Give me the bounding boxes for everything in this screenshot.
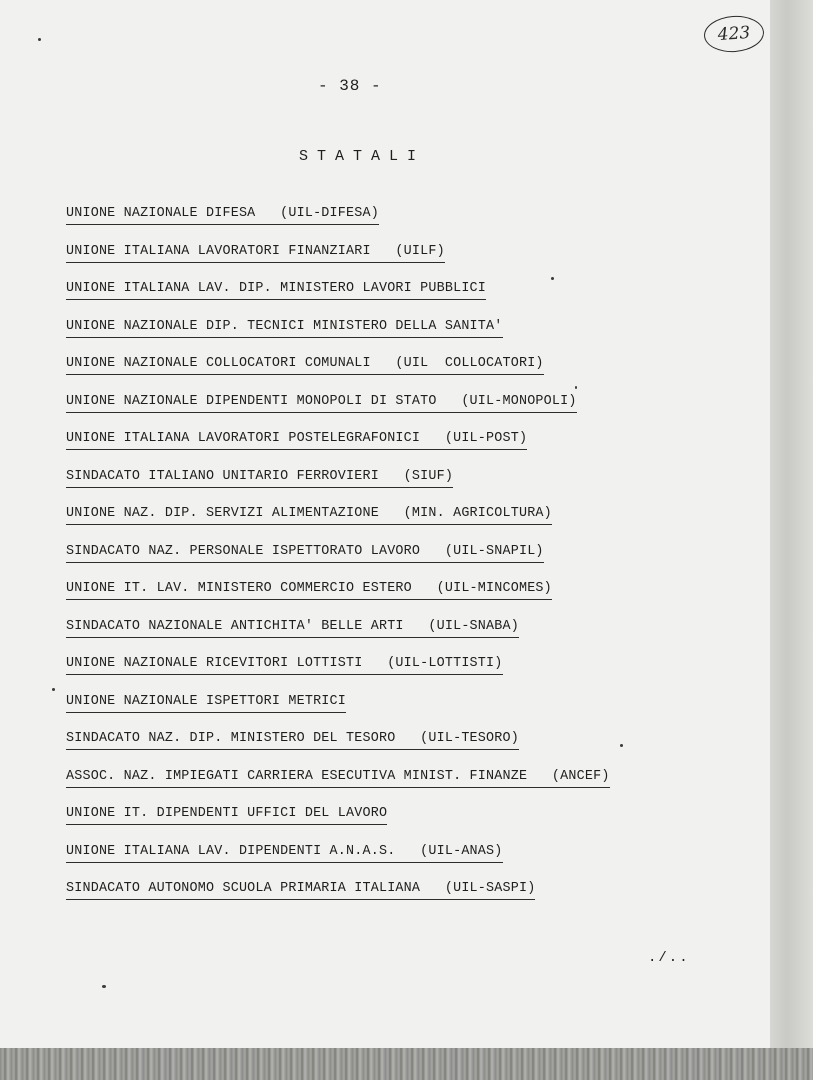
- scan-right-edge: [770, 0, 813, 1080]
- union-list: [66, 205, 610, 918]
- list-item: [66, 430, 610, 468]
- union-entry: UNIONE NAZ. DIP. SERVIZI ALIMENTAZIONE (MIN. AGRICOLTURA): [66, 505, 552, 525]
- ink-speck: [102, 985, 106, 988]
- list-item: [66, 843, 610, 881]
- union-entry: UNIONE NAZIONALE RICEVITORI LOTTISTI (UIL-LOTTISTI): [66, 655, 503, 675]
- union-entry: SINDACATO AUTONOMO SCUOLA PRIMARIA ITALIANA (UIL-SASPI): [66, 880, 535, 900]
- list-item: [66, 693, 610, 731]
- union-entry: UNIONE NAZIONALE COLLOCATORI COMUNALI (UIL COLLOCATORI): [66, 355, 544, 375]
- page-number: - 38 -: [318, 77, 382, 95]
- union-entry: SINDACATO NAZ. PERSONALE ISPETTORATO LAVORO (UIL-SNAPIL): [66, 543, 544, 563]
- list-item: [66, 805, 610, 843]
- list-item: [66, 505, 610, 543]
- list-item: [66, 205, 610, 243]
- section-title: STATALI: [299, 148, 426, 165]
- ink-speck: [551, 277, 554, 280]
- list-item: [66, 243, 610, 281]
- list-item: [66, 730, 610, 768]
- ink-speck: [620, 744, 623, 747]
- list-item: [66, 543, 610, 581]
- union-entry: UNIONE NAZIONALE DIFESA (UIL-DIFESA): [66, 205, 379, 225]
- union-entry: SINDACATO NAZ. DIP. MINISTERO DEL TESORO (UIL-TESORO): [66, 730, 519, 750]
- union-entry: UNIONE ITALIANA LAV. DIPENDENTI A.N.A.S. (UIL-ANAS): [66, 843, 503, 863]
- union-entry: SINDACATO NAZIONALE ANTICHITA' BELLE ARTI (UIL-SNABA): [66, 618, 519, 638]
- union-entry: UNIONE NAZIONALE ISPETTORI METRICI: [66, 693, 346, 713]
- list-item: [66, 355, 610, 393]
- union-entry: UNIONE ITALIANA LAV. DIP. MINISTERO LAVORI PUBBLICI: [66, 280, 486, 300]
- list-item: [66, 768, 610, 806]
- union-entry: UNIONE IT. LAV. MINISTERO COMMERCIO ESTERO (UIL-MINCOMES): [66, 580, 552, 600]
- list-item: [66, 618, 610, 656]
- list-item: [66, 318, 610, 356]
- union-entry: UNIONE IT. DIPENDENTI UFFICI DEL LAVORO: [66, 805, 387, 825]
- ink-speck: [52, 688, 55, 691]
- list-item: [66, 393, 610, 431]
- scan-bottom-edge: [0, 1048, 813, 1080]
- union-entry: UNIONE ITALIANA LAVORATORI POSTELEGRAFONICI (UIL-POST): [66, 430, 527, 450]
- list-item: [66, 880, 610, 918]
- continuation-mark: ./..: [648, 950, 690, 966]
- union-entry: UNIONE ITALIANA LAVORATORI FINANZIARI (UILF): [66, 243, 445, 263]
- union-entry: ASSOC. NAZ. IMPIEGATI CARRIERA ESECUTIVA MINIST. FINANZE (ANCEF): [66, 768, 610, 788]
- ink-speck: [575, 386, 577, 389]
- list-item: [66, 468, 610, 506]
- list-item: [66, 580, 610, 618]
- list-item: [66, 280, 610, 318]
- union-entry: UNIONE NAZIONALE DIP. TECNICI MINISTERO DELLA SANITA': [66, 318, 503, 338]
- union-entry: UNIONE NAZIONALE DIPENDENTI MONOPOLI DI STATO (UIL-MONOPOLI): [66, 393, 577, 413]
- list-item: [66, 655, 610, 693]
- union-entry: SINDACATO ITALIANO UNITARIO FERROVIERI (SIUF): [66, 468, 453, 488]
- ink-speck: [38, 38, 41, 41]
- archive-number-stamp: 423: [703, 14, 765, 54]
